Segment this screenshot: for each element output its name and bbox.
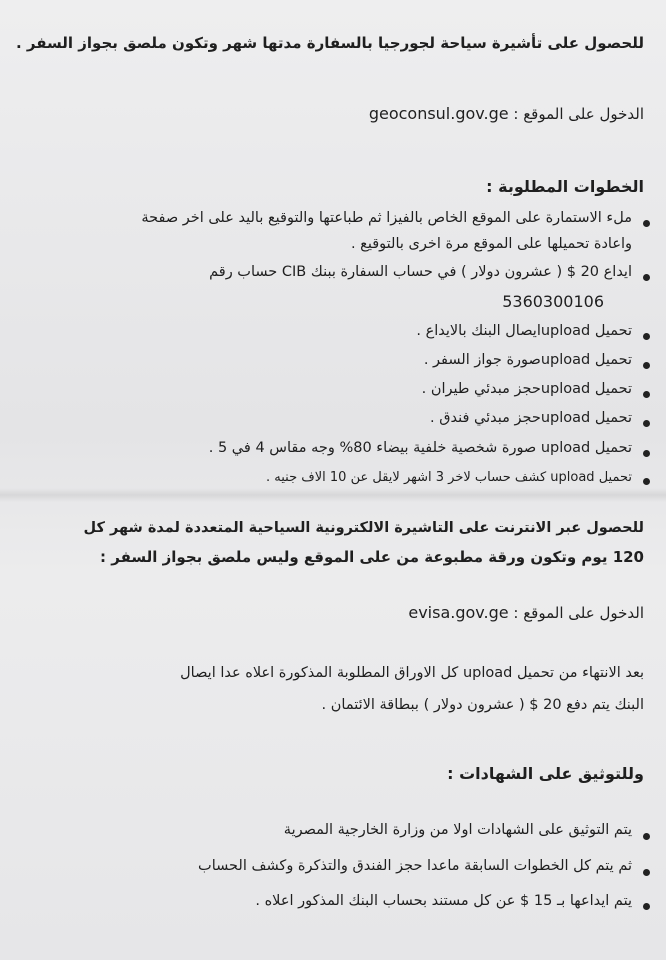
section1-title: للحصول على تأشيرة سياحة لجورجيا بالسفارة مدتها شهر وتكون ملصق بجواز السفر . (15, 34, 644, 52)
section2-paragraph-line1: بعد الانتهاء من تحميل upload كل الاوراق المطلوبة المذكورة اعلاه عدا ايصال (180, 665, 644, 681)
step-text: ملء الاستمارة على الموقع الخاص بالفيزا ثم طباعتها والتوقيع باليد على اخر صفحة (141, 210, 632, 226)
section1-site-label: الدخول على الموقع : (513, 105, 644, 123)
section1-site-url: geoconsul.gov.ge (368, 104, 509, 123)
step-text: تحميل uploadايصال البنك بالايداع . (416, 323, 632, 339)
bullet-icon (643, 903, 650, 910)
step-text-continued: واعادة تحميلها على الموقع مرة اخرى بالتوقيع . (350, 236, 632, 252)
steps-heading: الخطوات المطلوبة : (486, 177, 644, 196)
section2-title-line2: 120 يوم وتكون ورقة مطبوعة من على الموقع وليس ملصق بجواز السفر : (100, 548, 644, 566)
certificates-heading: وللتوثيق على الشهادات : (447, 764, 644, 783)
bullet-icon (643, 333, 650, 340)
account-number: 5360300106 (502, 292, 604, 311)
certificate-step-text: ثم يتم كل الخطوات السابقة ماعدا حجز الفندق والتذكرة وكشف الحساب (198, 858, 632, 874)
step-text: تحميل uploadحجز مبدئي طيران . (421, 381, 632, 397)
step-text: تحميل uploadصورة جواز السفر . (423, 352, 632, 368)
section2-site-label: الدخول على الموقع : (513, 604, 644, 622)
section2-site-url: evisa.gov.ge (408, 603, 509, 622)
step-text: تحميل upload كشف حساب لاخر 3 اشهر لايقل عن 10 الاف جنيه . (266, 470, 632, 485)
section2-title-line1: للحصول عبر الانترنت على التاشيرة الالكترونية السياحية المتعددة لمدة شهر كل (83, 520, 644, 536)
step-text: ايداع 20 $ ( عشرون دولار ) في حساب السفارة ببنك CIB حساب رقم (209, 264, 632, 280)
certificate-step-text: يتم التوثيق على الشهادات اولا من وزارة الخارجية المصرية (283, 822, 632, 838)
section1-site-line (369, 104, 644, 123)
step-text: تحميل uploadحجز مبدئي فندق . (430, 410, 632, 426)
section2-site-line (408, 603, 644, 622)
bullet-icon (643, 478, 650, 485)
bullet-icon (643, 220, 650, 227)
step-text: تحميل upload صورة شخصية خلفية بيضاء 80% وجه مقاس 4 في 5 . (208, 440, 632, 456)
certificate-step-text: يتم ايداعها بـ 15 $ عن كل مستند بحساب البنك المذكور اعلاه . (255, 893, 632, 909)
bullet-icon (643, 869, 650, 876)
paper-fold (0, 488, 666, 502)
bullet-icon (643, 420, 650, 427)
bullet-icon (643, 450, 650, 457)
bullet-icon (643, 274, 650, 281)
section2-paragraph-line2: البنك يتم دفع 20 $ ( عشرون دولار ) ببطاقة الائتمان . (321, 697, 644, 713)
bullet-icon (643, 833, 650, 840)
bullet-icon (643, 362, 650, 369)
bullet-icon (643, 391, 650, 398)
